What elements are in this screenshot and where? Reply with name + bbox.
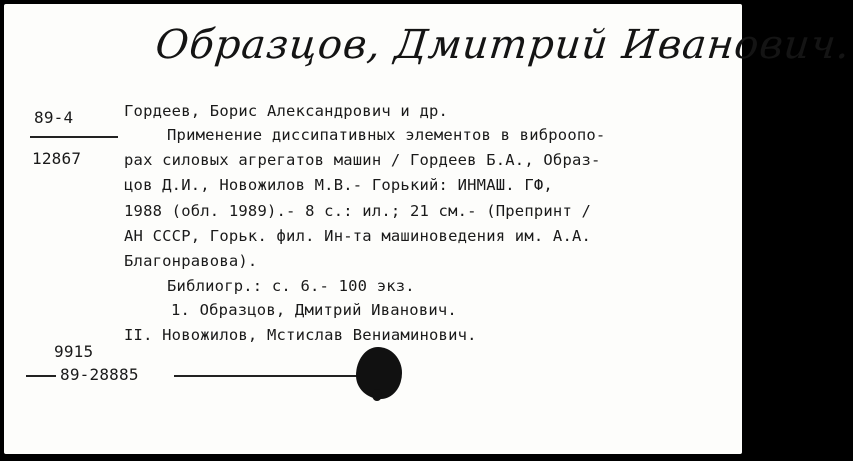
title-line-6: Благонравова). (124, 252, 258, 270)
shelf-mark-bottom: 12867 (32, 149, 82, 168)
bottom-code: 9915 (54, 342, 94, 361)
accession-rule-left (26, 375, 56, 377)
title-line-5: АН СССР, Горьк. фил. Ин-та машиноведения им. А.А. (124, 227, 592, 245)
added-entry-1: 1. Образцов, Дмитрий Иванович. (171, 301, 457, 319)
shelf-mark-divider (30, 136, 118, 138)
handwritten-heading: Образцов, Дмитрий Иванович. (153, 22, 853, 68)
ink-drip (372, 389, 382, 401)
shelf-mark-top: 89-4 (34, 108, 74, 127)
title-line-1: Применение диссипативных элементов в виброопо- (167, 126, 606, 144)
author-line: Гордеев, Борис Александрович и др. (124, 102, 449, 120)
title-line-4: 1988 (обл. 1989).- 8 с.: ил.; 21 см.- (Препринт / (124, 202, 592, 220)
accession-rule-right (174, 375, 360, 377)
accession-number: 89-28885 (60, 365, 139, 384)
title-line-2: рах силовых агрегатов машин / Гордеев Б.А., Образ- (124, 151, 601, 169)
title-line-3: цов Д.И., Новожилов М.В.- Горький: ИНМАШ. ГФ, (124, 176, 553, 194)
added-entry-2: II. Новожилов, Мстислав Вениаминович. (124, 326, 477, 344)
catalog-card (4, 4, 853, 454)
bibliography-line: Библиогр.: с. 6.- 100 экз. (167, 277, 415, 295)
